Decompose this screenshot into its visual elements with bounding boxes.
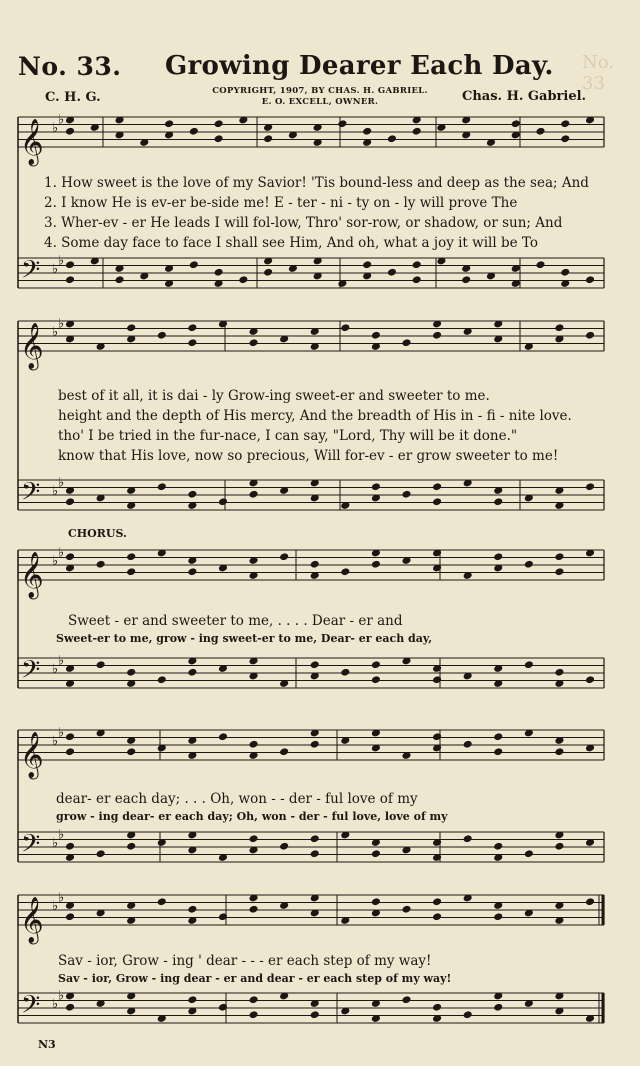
bass-clef: 𝄢	[21, 477, 41, 513]
chorus-line-3-upper: Sav - ior, Grow - ing ' dear - - - er each step of my way!	[58, 953, 432, 969]
note-head	[432, 1003, 442, 1012]
note-head	[279, 552, 289, 561]
note-head	[65, 842, 75, 851]
note-head	[554, 747, 564, 756]
note-head	[248, 995, 258, 1004]
note-head	[310, 849, 320, 858]
bass-clef: 𝄢	[21, 990, 41, 1026]
note-head	[96, 660, 106, 669]
note-head	[238, 275, 248, 284]
note-head	[65, 275, 75, 284]
note-head	[463, 740, 473, 749]
note-head	[371, 675, 381, 684]
bass-clef: 𝄢	[21, 655, 41, 691]
treble-clef: 𝄞	[20, 897, 44, 943]
flat-sign: ♭	[52, 325, 59, 340]
flat-sign: ♭	[52, 899, 59, 914]
note-head	[248, 905, 258, 914]
note-head	[371, 331, 381, 340]
flat-sign: ♭	[52, 734, 59, 749]
note-head	[187, 567, 197, 576]
note-head	[164, 119, 174, 128]
note-head	[126, 747, 136, 756]
note-head	[554, 552, 564, 561]
note-head	[461, 275, 471, 284]
verse-3-line-a: 3. Wher-ev - er He leads I will fol-low, Thro' sor-row, or shadow, or sun; And	[44, 215, 563, 231]
note-head	[432, 912, 442, 921]
note-head	[560, 134, 570, 143]
note-head	[371, 560, 381, 569]
note-head	[554, 323, 564, 332]
note-head	[340, 668, 350, 677]
note-head	[340, 567, 350, 576]
note-head	[432, 497, 442, 506]
note-head	[560, 268, 570, 277]
faint-page-mark: No. 33	[582, 52, 614, 94]
note-head	[432, 675, 442, 684]
note-head	[248, 834, 258, 843]
note-head	[554, 567, 564, 576]
note-head	[310, 660, 320, 669]
chorus-line-2-upper: dear- er each day; . . . Oh, won - - der - ful love of my	[56, 791, 418, 807]
note-head	[248, 1010, 258, 1019]
chorus-line-1-upper: Sweet - er and sweeter to me, . . . . Dear - er and	[68, 613, 403, 629]
flat-sign: ♭	[58, 890, 65, 906]
chorus-line-2-lower: grow - ing dear- er each day; Oh, won - der - ful love, love of my	[56, 810, 448, 823]
note-head	[187, 490, 197, 499]
note-head	[387, 268, 397, 277]
hymn-number: No. 33.	[18, 52, 122, 81]
note-head	[310, 1010, 320, 1019]
author-initials: C. H. G.	[45, 90, 101, 105]
note-head	[401, 490, 411, 499]
note-head	[524, 660, 534, 669]
note-head	[340, 323, 350, 332]
note-head	[554, 842, 564, 851]
note-head	[511, 119, 521, 128]
note-head	[157, 897, 167, 906]
note-head	[412, 260, 422, 269]
flat-sign: ♭	[52, 121, 59, 136]
note-head	[412, 275, 422, 284]
note-head	[585, 331, 595, 340]
note-head	[585, 275, 595, 284]
note-head	[524, 849, 534, 858]
treble-clef: 𝄞	[20, 119, 44, 165]
bass-clef: 𝄢	[21, 255, 41, 291]
note-head	[362, 127, 372, 136]
note-head	[493, 842, 503, 851]
note-head	[279, 747, 289, 756]
flat-sign: ♭	[58, 112, 65, 128]
note-head	[371, 897, 381, 906]
note-head	[401, 338, 411, 347]
note-head	[248, 490, 258, 499]
note-head	[157, 482, 167, 491]
note-head	[126, 323, 136, 332]
note-head	[187, 995, 197, 1004]
note-head	[371, 849, 381, 858]
note-head	[126, 668, 136, 677]
note-head	[554, 668, 564, 677]
flat-sign: ♭	[58, 653, 65, 669]
note-head	[96, 560, 106, 569]
note-head	[65, 1003, 75, 1012]
composer-name: Chas. H. Gabriel.	[462, 89, 587, 104]
note-head	[248, 740, 258, 749]
flat-sign: ♭	[58, 316, 65, 332]
treble-clef: 𝄞	[20, 732, 44, 778]
flat-sign: ♭	[58, 988, 65, 1004]
note-head	[65, 552, 75, 561]
note-head	[401, 905, 411, 914]
note-head	[157, 675, 167, 684]
note-head	[535, 127, 545, 136]
note-head	[218, 732, 228, 741]
note-head	[535, 260, 545, 269]
verse-4-line-a: 4. Some day face to face I shall see Him, And oh, what a joy it will be To	[44, 235, 538, 251]
note-head	[214, 119, 224, 128]
note-head	[310, 740, 320, 749]
note-head	[493, 732, 503, 741]
note-heads	[65, 116, 595, 1023]
note-head	[187, 668, 197, 677]
note-head	[263, 268, 273, 277]
note-head	[362, 260, 372, 269]
flat-sign: ♭	[58, 545, 65, 561]
chorus-line-1-lower: Sweet-er to me, grow - ing sweet-er to me, Dear- er each day,	[56, 632, 433, 645]
note-head	[126, 842, 136, 851]
note-head	[432, 897, 442, 906]
note-head	[65, 747, 75, 756]
note-head	[218, 497, 228, 506]
note-head	[585, 675, 595, 684]
staff-lines	[18, 117, 604, 1023]
flat-sign: ♭	[58, 475, 65, 491]
note-head	[463, 1010, 473, 1019]
note-head	[214, 134, 224, 143]
chorus-label: CHORUS.	[68, 527, 127, 540]
note-head	[187, 323, 197, 332]
note-head	[463, 834, 473, 843]
verse-1-line-b: best of it all, it is dai - ly Grow-ing sweet-er and sweeter to me.	[58, 388, 490, 404]
copyright-line-2: E. O. EXCELL, OWNER.	[261, 97, 379, 107]
note-head	[371, 660, 381, 669]
treble-clef: 𝄞	[20, 552, 44, 598]
note-head	[337, 119, 347, 128]
note-head	[371, 482, 381, 491]
note-head	[585, 482, 595, 491]
flat-sign: ♭	[52, 836, 59, 851]
verse-2-line-a: 2. I know He is ev-er be-side me! E - ter - ni - ty on - ly will prove The	[44, 195, 518, 211]
note-head	[214, 268, 224, 277]
copyright-line-1: COPYRIGHT, 1907, BY CHAS. H. GABRIEL.	[212, 86, 428, 96]
flat-sign: ♭	[52, 484, 59, 499]
note-head	[524, 560, 534, 569]
verse-1-line-a: 1. How sweet is the love of my Savior! 'Tis bound-less and deep as the sea; And	[44, 175, 589, 191]
flat-sign: ♭	[58, 253, 65, 269]
flat-sign: ♭	[52, 662, 59, 677]
bass-clef: 𝄢	[21, 829, 41, 865]
note-head	[189, 260, 199, 269]
verse-4-line-b: know that His love, now so precious, Will for-ev - er grow sweeter to me!	[58, 448, 559, 464]
note-head	[126, 567, 136, 576]
note-head	[96, 849, 106, 858]
note-head	[493, 552, 503, 561]
note-head	[585, 897, 595, 906]
note-head	[432, 732, 442, 741]
note-head	[310, 834, 320, 843]
note-head	[493, 1003, 503, 1012]
note-head	[387, 134, 397, 143]
note-head	[65, 127, 75, 136]
flat-sign: ♭	[58, 725, 65, 741]
note-head	[114, 275, 124, 284]
note-head	[401, 995, 411, 1004]
treble-clef: 𝄞	[20, 323, 44, 369]
note-head	[187, 905, 197, 914]
hymn-title: Growing Dearer Each Day.	[165, 51, 554, 81]
note-head	[560, 119, 570, 128]
note-head	[412, 127, 422, 136]
chorus-line-3-lower: Sav - ior, Grow - ing dear - er and dear - er each step of my way!	[58, 972, 452, 985]
note-head	[65, 260, 75, 269]
verse-3-line-b: tho' I be tried in the fur-nace, I can say, "Lord, Thy will be it done."	[58, 428, 518, 444]
verse-2-line-b: height and the depth of His mercy, And the breadth of His in - fi - nite love.	[58, 408, 572, 424]
flat-sign: ♭	[58, 827, 65, 843]
note-head	[157, 331, 167, 340]
note-head	[65, 912, 75, 921]
note-head	[493, 912, 503, 921]
note-head	[126, 552, 136, 561]
page-footer-mark: N3	[38, 1038, 56, 1051]
note-head	[187, 338, 197, 347]
note-head	[189, 127, 199, 136]
note-head	[279, 842, 289, 851]
note-head	[432, 482, 442, 491]
note-head	[432, 331, 442, 340]
note-head	[493, 747, 503, 756]
note-head	[493, 497, 503, 506]
note-head	[263, 134, 273, 143]
flat-sign: ♭	[52, 262, 59, 277]
note-head	[310, 560, 320, 569]
note-head	[65, 497, 75, 506]
note-head	[65, 732, 75, 741]
flat-sign: ♭	[52, 997, 59, 1012]
note-head	[248, 338, 258, 347]
flat-sign: ♭	[52, 554, 59, 569]
